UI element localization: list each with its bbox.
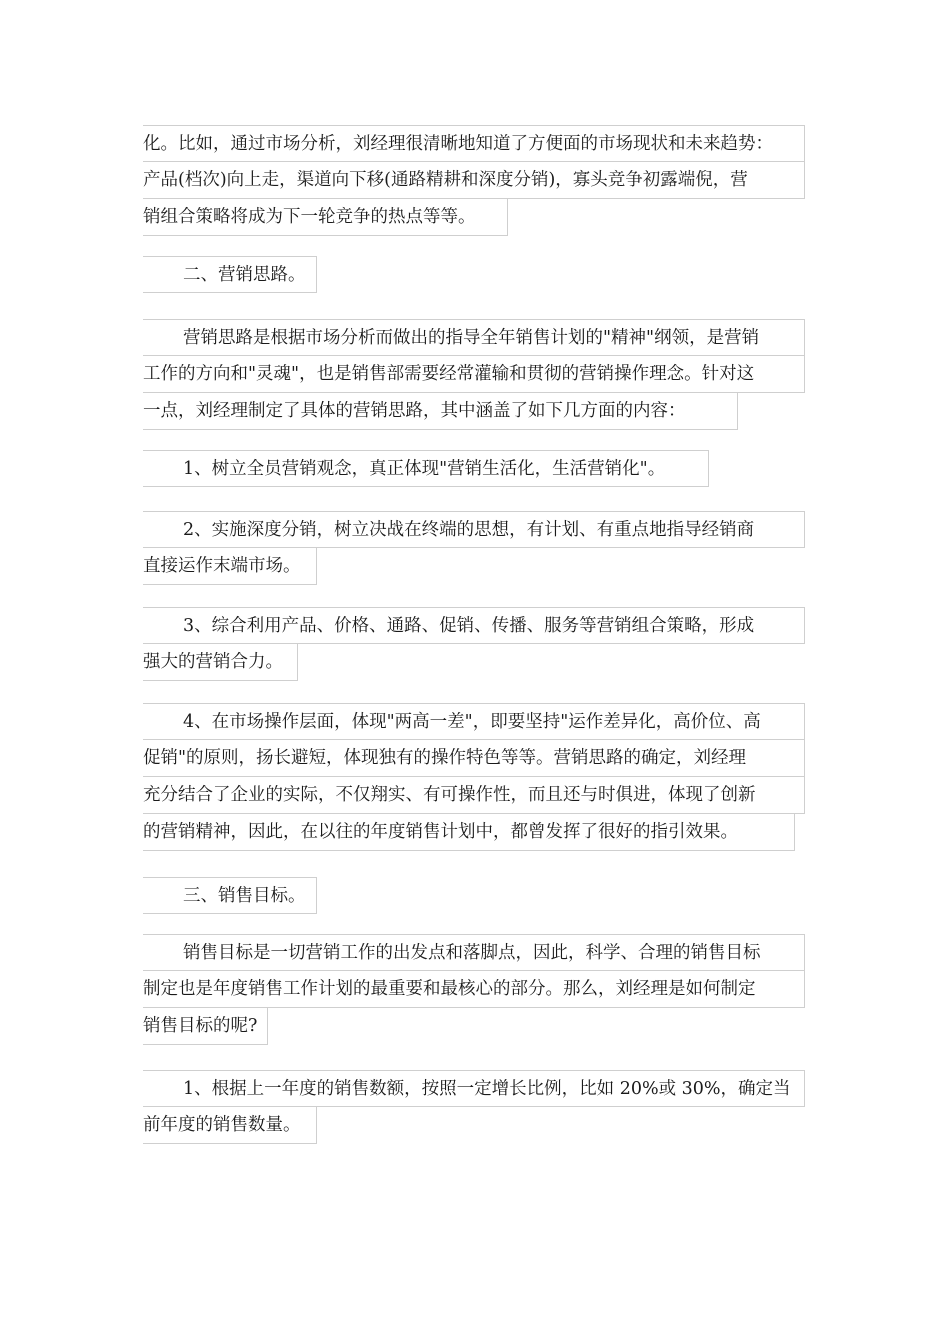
text-line: 营销思路是根据市场分析而做出的指导全年销售计划的"精神"纲领，是营销 (143, 319, 805, 356)
text-line: 工作的方向和"灵魂"，也是销售部需要经常灌输和贯彻的营销操作理念。针对这 (143, 356, 805, 393)
text-line: 一点，刘经理制定了具体的营销思路，其中涵盖了如下几方面的内容： (143, 393, 738, 430)
text-line: 强大的营销合力。 (143, 644, 298, 681)
list-item: 1、根据上一年度的销售数额，按照一定增长比例，比如 20%或 30%，确定当 (143, 1070, 805, 1107)
text-line: 销售目标是一切营销工作的出发点和落脚点，因此，科学、合理的销售目标 (143, 934, 805, 971)
text-line: 产品(档次)向上走，渠道向下移(通路精耕和深度分销)，寡头竞争初露端倪，营 (143, 162, 805, 199)
list-item: 2、实施深度分销，树立决战在终端的思想，有计划、有重点地指导经销商 (143, 511, 805, 548)
list-item: 4、在市场操作层面，体现"两高一差"，即要坚持"运作差异化，高价位、高 (143, 703, 805, 740)
text-line: 销组合策略将成为下一轮竞争的热点等等。 (143, 199, 508, 236)
text-line: 直接运作末端市场。 (143, 548, 317, 585)
text-line: 销售目标的呢? (143, 1008, 268, 1045)
section-heading: 三、销售目标。 (143, 877, 317, 914)
text-line: 充分结合了企业的实际，不仅翔实、有可操作性，而且还与时俱进，体现了创新 (143, 777, 805, 814)
text-line: 前年度的销售数量。 (143, 1107, 317, 1144)
list-item: 1、树立全员营销观念，真正体现"营销生活化，生活营销化"。 (143, 450, 709, 487)
text-line: 制定也是年度销售工作计划的最重要和最核心的部分。那么，刘经理是如何制定 (143, 971, 805, 1008)
text-line: 的营销精神，因此，在以往的年度销售计划中，都曾发挥了很好的指引效果。 (143, 814, 795, 851)
section-heading: 二、营销思路。 (143, 256, 317, 293)
list-item: 3、综合利用产品、价格、通路、促销、传播、服务等营销组合策略，形成 (143, 607, 805, 644)
text-line: 化。比如，通过市场分析，刘经理很清晰地知道了方便面的市场现状和未来趋势： (143, 125, 805, 162)
text-line: 促销"的原则，扬长避短，体现独有的操作特色等等。营销思路的确定，刘经理 (143, 740, 805, 777)
